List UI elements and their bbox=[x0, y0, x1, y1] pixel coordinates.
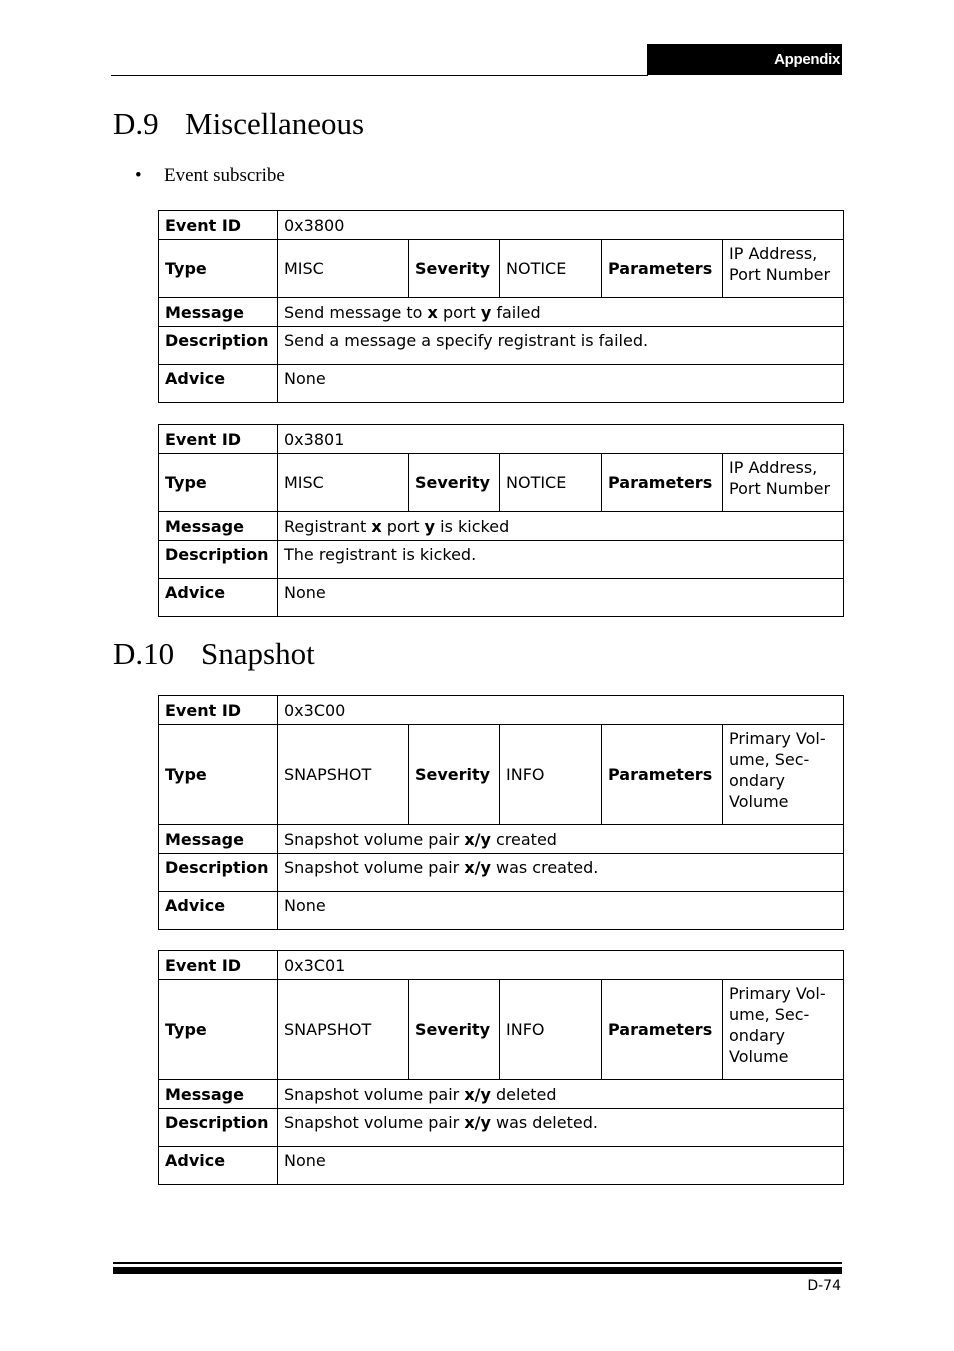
message-label: Message bbox=[159, 1080, 278, 1109]
header-tab-label: Appendix bbox=[774, 51, 840, 68]
advice-label: Advice bbox=[159, 579, 278, 617]
type-label: Type bbox=[159, 980, 278, 1080]
advice-label: Advice bbox=[159, 1147, 278, 1185]
footer-rule-thin bbox=[113, 1262, 842, 1264]
section-title-text: Snapshot bbox=[201, 636, 315, 671]
event-id-label: Event ID bbox=[159, 425, 278, 454]
parameters-line: Port Number bbox=[729, 265, 831, 284]
advice-label: Advice bbox=[159, 365, 278, 403]
type-value: MISC bbox=[278, 240, 409, 298]
event-id-value: 0x3C01 bbox=[278, 951, 844, 980]
severity-value: NOTICE bbox=[500, 240, 602, 298]
event-id-label: Event ID bbox=[159, 696, 278, 725]
advice-value: None bbox=[278, 892, 844, 930]
message-text: is kicked bbox=[435, 516, 510, 536]
parameters-value bbox=[723, 980, 844, 1080]
severity-label: Severity bbox=[409, 725, 500, 825]
type-value: MISC bbox=[278, 454, 409, 512]
event-id-label: Event ID bbox=[159, 951, 278, 980]
message-value bbox=[278, 298, 844, 327]
parameters-label: Parameters bbox=[602, 725, 723, 825]
section-title-text: Miscellaneous bbox=[185, 106, 365, 141]
section-title-snapshot bbox=[113, 636, 315, 672]
section-title-miscellaneous bbox=[113, 106, 364, 142]
description-text: was deleted. bbox=[490, 1113, 598, 1132]
parameters-line: IP Address, bbox=[729, 458, 818, 477]
event-id-label: Event ID bbox=[159, 211, 278, 240]
description-label: Description bbox=[159, 854, 278, 892]
message-label: Message bbox=[159, 298, 278, 327]
description-value bbox=[278, 541, 844, 579]
severity-value: INFO bbox=[500, 980, 602, 1080]
event-table bbox=[158, 950, 844, 1185]
description-text: The registrant is kicked. bbox=[284, 545, 477, 564]
severity-label: Severity bbox=[409, 454, 500, 512]
description-value bbox=[278, 1109, 844, 1147]
message-variable: x bbox=[371, 516, 382, 536]
parameters-value bbox=[723, 240, 844, 298]
message-text: port bbox=[437, 302, 481, 322]
description-text: Snapshot volume pair bbox=[284, 1113, 465, 1132]
type-label: Type bbox=[159, 454, 278, 512]
parameters-line: ondary bbox=[729, 1026, 785, 1045]
message-text: Snapshot volume pair bbox=[284, 829, 465, 849]
advice-value: None bbox=[278, 579, 844, 617]
advice-label: Advice bbox=[159, 892, 278, 930]
description-label: Description bbox=[159, 541, 278, 579]
message-text: Registrant bbox=[284, 516, 372, 536]
page-number: D-74 bbox=[807, 1278, 841, 1294]
section-number: D.10 bbox=[113, 636, 175, 671]
type-label: Type bbox=[159, 725, 278, 825]
severity-value: NOTICE bbox=[500, 454, 602, 512]
message-variable: y bbox=[480, 302, 492, 322]
description-text: Send a message a specify registrant is failed. bbox=[284, 331, 649, 350]
event-table bbox=[158, 424, 844, 617]
parameters-line: ume, Sec- bbox=[729, 750, 810, 769]
message-value bbox=[278, 1080, 844, 1109]
severity-value: INFO bbox=[500, 725, 602, 825]
description-value bbox=[278, 327, 844, 365]
parameters-line: Volume bbox=[729, 792, 789, 811]
section-number: D.9 bbox=[113, 106, 159, 141]
type-value: SNAPSHOT bbox=[278, 980, 409, 1080]
parameters-value bbox=[723, 725, 844, 825]
message-text: failed bbox=[491, 302, 541, 322]
message-label: Message bbox=[159, 512, 278, 541]
parameters-line: ume, Sec- bbox=[729, 1005, 810, 1024]
message-variable: x/y bbox=[464, 1084, 491, 1104]
parameters-label: Parameters bbox=[602, 454, 723, 512]
description-text: Snapshot volume pair bbox=[284, 858, 465, 877]
type-label: Type bbox=[159, 240, 278, 298]
message-text: port bbox=[381, 516, 425, 536]
parameters-line: IP Address, bbox=[729, 244, 818, 263]
event-id-value: 0x3800 bbox=[278, 211, 844, 240]
message-text: Snapshot volume pair bbox=[284, 1084, 465, 1104]
message-label: Message bbox=[159, 825, 278, 854]
parameters-value bbox=[723, 454, 844, 512]
event-table bbox=[158, 210, 844, 403]
parameters-line: Primary Vol- bbox=[729, 729, 826, 748]
header-rule bbox=[111, 75, 648, 76]
bullet-dot: • bbox=[135, 165, 142, 186]
description-text: was created. bbox=[490, 858, 599, 877]
parameters-line: Volume bbox=[729, 1047, 789, 1066]
message-variable: y bbox=[424, 516, 436, 536]
description-label: Description bbox=[159, 327, 278, 365]
message-value bbox=[278, 512, 844, 541]
parameters-line: Primary Vol- bbox=[729, 984, 826, 1003]
severity-label: Severity bbox=[409, 980, 500, 1080]
footer-rule-thick bbox=[113, 1267, 842, 1274]
description-variable: x/y bbox=[464, 1113, 491, 1132]
advice-value: None bbox=[278, 1147, 844, 1185]
parameters-label: Parameters bbox=[602, 980, 723, 1080]
bullet-item bbox=[135, 164, 285, 188]
description-label: Description bbox=[159, 1109, 278, 1147]
parameters-label: Parameters bbox=[602, 240, 723, 298]
event-table bbox=[158, 695, 844, 930]
message-text: created bbox=[490, 829, 557, 849]
description-variable: x/y bbox=[464, 858, 491, 877]
parameters-line: ondary bbox=[729, 771, 785, 790]
advice-value: None bbox=[278, 365, 844, 403]
description-value bbox=[278, 854, 844, 892]
type-value: SNAPSHOT bbox=[278, 725, 409, 825]
bullet-text: Event subscribe bbox=[164, 165, 285, 186]
message-variable: x bbox=[427, 302, 438, 322]
event-id-value: 0x3C00 bbox=[278, 696, 844, 725]
message-value bbox=[278, 825, 844, 854]
message-text: deleted bbox=[490, 1084, 557, 1104]
message-variable: x/y bbox=[464, 829, 491, 849]
parameters-line: Port Number bbox=[729, 479, 831, 498]
event-id-value: 0x3801 bbox=[278, 425, 844, 454]
message-text: Send message to bbox=[284, 302, 428, 322]
header-tab bbox=[647, 44, 842, 75]
severity-label: Severity bbox=[409, 240, 500, 298]
